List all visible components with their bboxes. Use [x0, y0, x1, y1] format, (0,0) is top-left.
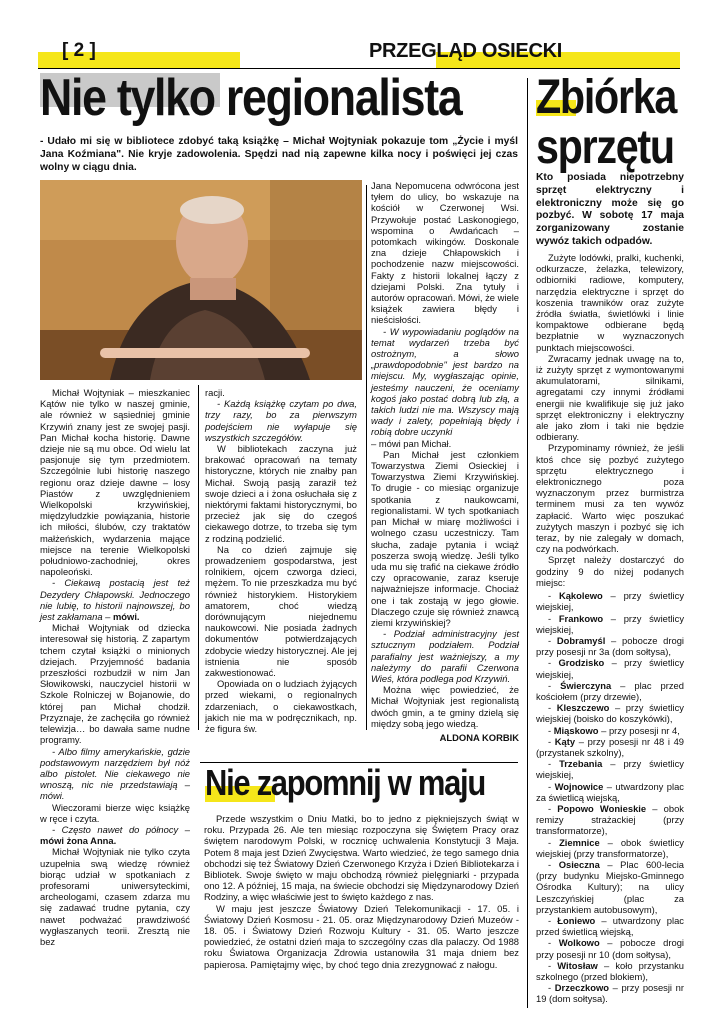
list-item: - Trzebania – przy świetlicy wiejskiej,	[536, 758, 684, 781]
main-article-column-3	[371, 180, 519, 743]
paragraph: Pan Michał jest członkiem Towarzystwa Ziemi Osieckiej i Towarzystwa Ziemi Krzywińskiej. To drugie - co miesiąc organizuje spotkania z naukowcami, regionalistami. W tych spotkaniach pan Michał w miarę możliwości i wolnego czasu uczestniczy. Tam słucha, zadaje pytania i wciąż poszerza swoją wiedzę. Jeśli tylko uda mu się trafić na ciekawe źródło czy opracowanie, zaraz kseruje najważniejsze informacje. Chociaż one i tak zostają w jego głowie. Dlaczego czuje się również znawcą ziemi krzywińskiej?	[371, 448, 519, 628]
column-rule-1	[198, 385, 199, 730]
list-item: - Łoniewo – utwardzony plac przed świetlicą wiejską,	[536, 914, 684, 938]
collection-points-list	[536, 590, 684, 1005]
paragraph: Opowiada on o ludziach żyjących przed wiekami, o regionalnych zdarzeniach, o ciekawostkach, jakich nie ma w podręcznikach, np. że figura św.	[205, 678, 357, 735]
list-item: - Wojnowice – utwardzony plac za świetlicą wiejską,	[536, 780, 684, 803]
quote: - Podział administracyjny jest sztucznym podziałem. Podział parafialny jest ważniejszy, a my należymy do parafii Czerwona Wieś, która podlega pod Krzywiń.	[371, 628, 519, 684]
list-item: - Miąskowo – przy posesji nr 4,	[548, 724, 680, 736]
side-article-title-line2: sprzętu	[536, 121, 674, 174]
paragraph: Przypominamy również, że jeśli ktoś chce się pozbyć zużytego sprzętu elektrycznego i elektronicznego poza wyznaczonym przez burmistrza terminem musi za ten wywóz zapłacić. Warto więc poszukać zużytych maszyn i pozbyć się ich teraz, by nie zalegały w domach, czy na podwórkach.	[536, 442, 684, 555]
paragraph: Wieczorami bierze więc książkę w ręce i czyta.	[40, 801, 190, 824]
paragraph: Michał Wojtyniak nie tylko czyta uzupełnia swą wiedzę również biorąc udział w spotkaniach z profesorami uniwersyteckimi, archeologami, czasem zdarza mu się zadawać trudne pytania, czy nawet podważać prawdziwość wygłaszanych teorii. Zresztą nie bez	[40, 846, 190, 947]
portrait-photo-illustration	[40, 180, 362, 380]
quote: - W wypowiadaniu poglądów na temat wydarzeń trzeba być ostrożnym, a słowo „prawdopodobnie" jest bardzo na miejscu. My, wygłaszając opinie, jesteśmy nauczeni, że oceniamy kogoś jako postać dobrą lub złą, a takich ludzi nie ma. Wszyscy mają wady i zalety, popełniają błędy i robią dobre uczynki	[371, 325, 519, 438]
paragraph: Michał Wojtyniak – mieszkaniec Kątów nie tylko w naszej gminie, ale również w sąsiedniej gminie Krzywiń znany jest ze swojej pasji. Pan Michał kocha historię. Dawne dzieje nie są mu obce. Od wielu lat pasjonuje się tym przedmiotem. Szczególnie lubi historię naszego regionu oraz dzieje dawne – losy Piastów z uwzględnieniem Wielkopolski krzywińskiej, międzyludzkie powiązania, historie ich miłości, ślubów, czy traktatów małżeńskich, wydarzenia mające miejsce na terenie Wielkopolski południowo-zachodniej, okres napoleoński.	[40, 387, 190, 578]
paragraph: Jana Nepomucena odwrócona jest tyłem do ulicy, bo wskazuje na kościół w Czerwonej Wsi. Przywołuje postać Laskonogiego, wspomina o Awdańcach – potomkach wikingów. Doskonale zna dzieje Chłapowskich i pochodzenie nazw miejscowości. Fakty z historii lokalnej łączy z dziejami Polski. Zna tytuły i autorów opracowań. Mówi, że wiele książek zawiera błędy i nieścisłości.	[371, 180, 519, 326]
paragraph: racji.	[205, 387, 225, 398]
paragraph: W maju jest jeszcze Światowy Dzień Telekomunikacji - 17. 05. i Światowy Dzień Kosmosu - 21. 05. oraz Międzynarodowy Dzień Muzeów - 18. 05. i Światowy Dzień Rozwoju Kultury - 31. 05. Warto jeszcze powiedzieć, że ostatni dzień maja to szczególny czas dla palaczy. Od 1988 roku Światowa Organizacja Zdrowia ustanowiła 31 maja dniem bez papierosa. Pamiętajmy więc, by choć tego dnia zrezygnować z nałogu.	[204, 902, 519, 970]
list-item: - Grodzisko – przy świetlicy wiejskiej,	[536, 657, 685, 680]
main-article-column-2	[205, 387, 357, 734]
paragraph: Zwracamy jednak uwagę na to, iż zużyty sprzęt z wymontowanymi akumulatorami, silnikami, agregatami czy innymi źródłami energii nie kwalifikuje się już jako sprzęt elektroniczny i elektryczny ale jako złom i taki nie będzie odbierany.	[536, 352, 684, 443]
column-rule-main-side	[527, 78, 528, 1008]
quote: - Albo filmy amerykańskie, gdzie podstawowym narzędziem był nóż albo pistolet. Nie ciekawego nie wnoszą, nic nie przedstawiają – mówi.	[40, 745, 190, 802]
quote: - Często nawet do północy – mówi żona Anna.	[40, 823, 190, 847]
main-article-title: Nie tylko regionalista	[40, 69, 462, 127]
paragraph: Przede wszystkim o Dniu Matki, bo to jedno z piękniejszych świąt w roku. Przypada 26. Ale ten miesiąc rozpoczyna się Świętem Pracy oraz świętem narodowym Polski, w rocznicę uchwalenia Konstytucji 3 Maja. Potem 8 maja jest Dzień Zwycięstwa. Warto wiedzieć, że tego samego dnia obchodzi się też Światowy Dzień Czerwonego Krzyża i Dzień Bibliotekarza i Bibliotek. Swoje święto w maju obchodzą również pielęgniarki - przypada ono 12. A później, 15 maja, na świecie obchodzi się Międzynarodowy Dzień Rodziny, a więc właściwie jest to święto każdego z nas.	[204, 813, 519, 903]
list-item: - Wolkowo – pobocze drogi przy posesji nr 10 (dom sołtysa),	[536, 937, 684, 960]
side-article-body	[536, 252, 684, 1005]
list-item: - Kąkolewo – przy świetlicy wiejskiej,	[536, 590, 685, 613]
main-article-column-1	[40, 387, 190, 947]
list-item: - Kleszczewo – przy świetlicy wiejskiej (boisko do koszykówki),	[536, 702, 684, 725]
list-item: - Ziemnice – obok świetlicy wiejskiej (przy transformatorze),	[536, 836, 684, 859]
paragraph: Zużyte lodówki, pralki, kuchenki, odkurzacze, żelazka, telewizory, odbiorniki radiowe, komputery, narzędzia elektryczne i sprzęt do koszenia trawników oraz zużyte źródła światła, świetlówki i linie kompaktowe odbierane będą bezpłatnie w wyznaczonych punktach miejscowości.	[536, 252, 684, 353]
list-item: - Drzeczkowo – przy posesji nr 19 (dom sołtysa).	[536, 982, 684, 1005]
list-item: - Świerczyna – plac przed kościołem (przy drzewie),	[536, 679, 684, 702]
main-article-lead: - Udało mi się w bibliotece zdobyć taką książkę – Michał Wojtyniak pokazuje tom „Życie i myśl Jana Koźmiana". Nie kryje zadowolenia. Spędzi nad nią zapewne kilka nocy i poświęci jej czas wolny w ciągu dnia.	[40, 136, 518, 173]
paragraph: Michał Wojtyniak od dziecka interesował się historią. Z zapartym tchem czytał książki o minionych dziejach. Przyjemność badania przeszłości rozbudził w nim Jan Słowikowski, nauczyciel historii w Szkole Rolniczej w Bojanowie, do której pan Michał chodził. Przyznaje, że zachęciła go również telewizja… bo dawała same nudne programy.	[40, 622, 190, 746]
portrait-photo	[40, 180, 362, 380]
side-article-title-line1: Zbiórka	[536, 71, 677, 124]
paragraph: Można więc powiedzieć, że Michał Wojtyniak jest regionalistą dwóch gmin, a te gminy dzielą się między sobą jego wiedzą.	[371, 684, 519, 729]
list-item: - Frankowo – przy świetlicy wiejskiej,	[536, 612, 685, 635]
list-item: - Witosław – koło przystanku szkolnego (przed blokiem),	[536, 959, 685, 982]
list-item: - Dobramyśl – pobocze drogi przy posesji nr 3a (dom sołtysa),	[536, 634, 684, 658]
paragraph: Sprzęt należy dostarczyć do godziny 9 do niżej podanych miejsc:	[536, 554, 684, 588]
quote: - Ciekawą postacią jest też Dezydery Chłapowski. Jednoczego nie lubię, to historii najnowszej, bo jest zakłamana – mówi.	[40, 577, 190, 623]
paragraph: Na co dzień zajmuje się prowadzeniem gospodarstwa, jest rolnikiem, ojcem czworga dzieci, mężem. To nie przeszkadza mu być również historykiem. Historykiem amatorem, choć wiedzą dorównującym niejednemu naukowcowi. Nie posiada żadnych dokumentów potwierdzających zdobycie wiedzy historycznej. Ale jej istnienia nie sposób zakwestionować.	[205, 543, 357, 679]
quote: - Każdą książkę czytam po dwa, trzy razy, bo za pierwszym podejściem nie wyłapuje się wszystkich szczegółów.	[205, 398, 357, 443]
second-article-body	[204, 813, 519, 970]
page-number: [ 2 ]	[62, 40, 96, 61]
list-item: - Kąty – przy posesji nr 48 i 49 (przystanek szkolny),	[536, 735, 684, 758]
list-item: - Osieczna – Plac 600-lecia (przy budynku Miejsko-Gminnego Ośrodka Kultury); na ulicy Leszczyńskiej (plac za przystankiem autobusowym),	[536, 858, 685, 915]
column-rule-2	[366, 185, 367, 730]
paragraph: W bibliotekach zaczyna już brakować opracowań na tematy historyczne, których nie znałby pan Michał. Swoją pasją zaraził też swoje dzieci a i żona osłuchała się z niektórymi faktami historycznymi, bo przecież jak się do czegoś ciekawego dotrze, to trzeba się tym z rodziną podzielić.	[205, 443, 357, 544]
magazine-title: PRZEGLĄD OSIECKI	[369, 40, 562, 62]
author-signature: ALDONA KORBIK	[439, 731, 519, 743]
list-item: - Popowo Wonieskie – obok remizy strażackiej (przy transformatorze),	[536, 802, 684, 837]
side-article-lead: Kto posiada niepotrzebny sprzęt elektryczny i elektroniczny może się go pozbyć. W sobotę 17 maja zorganizowany zostanie wywóz takich odpadów.	[536, 172, 684, 247]
paragraph: – mówi pan Michał.	[371, 437, 452, 449]
second-article-title: Nie zapomnij w maju	[205, 762, 485, 803]
